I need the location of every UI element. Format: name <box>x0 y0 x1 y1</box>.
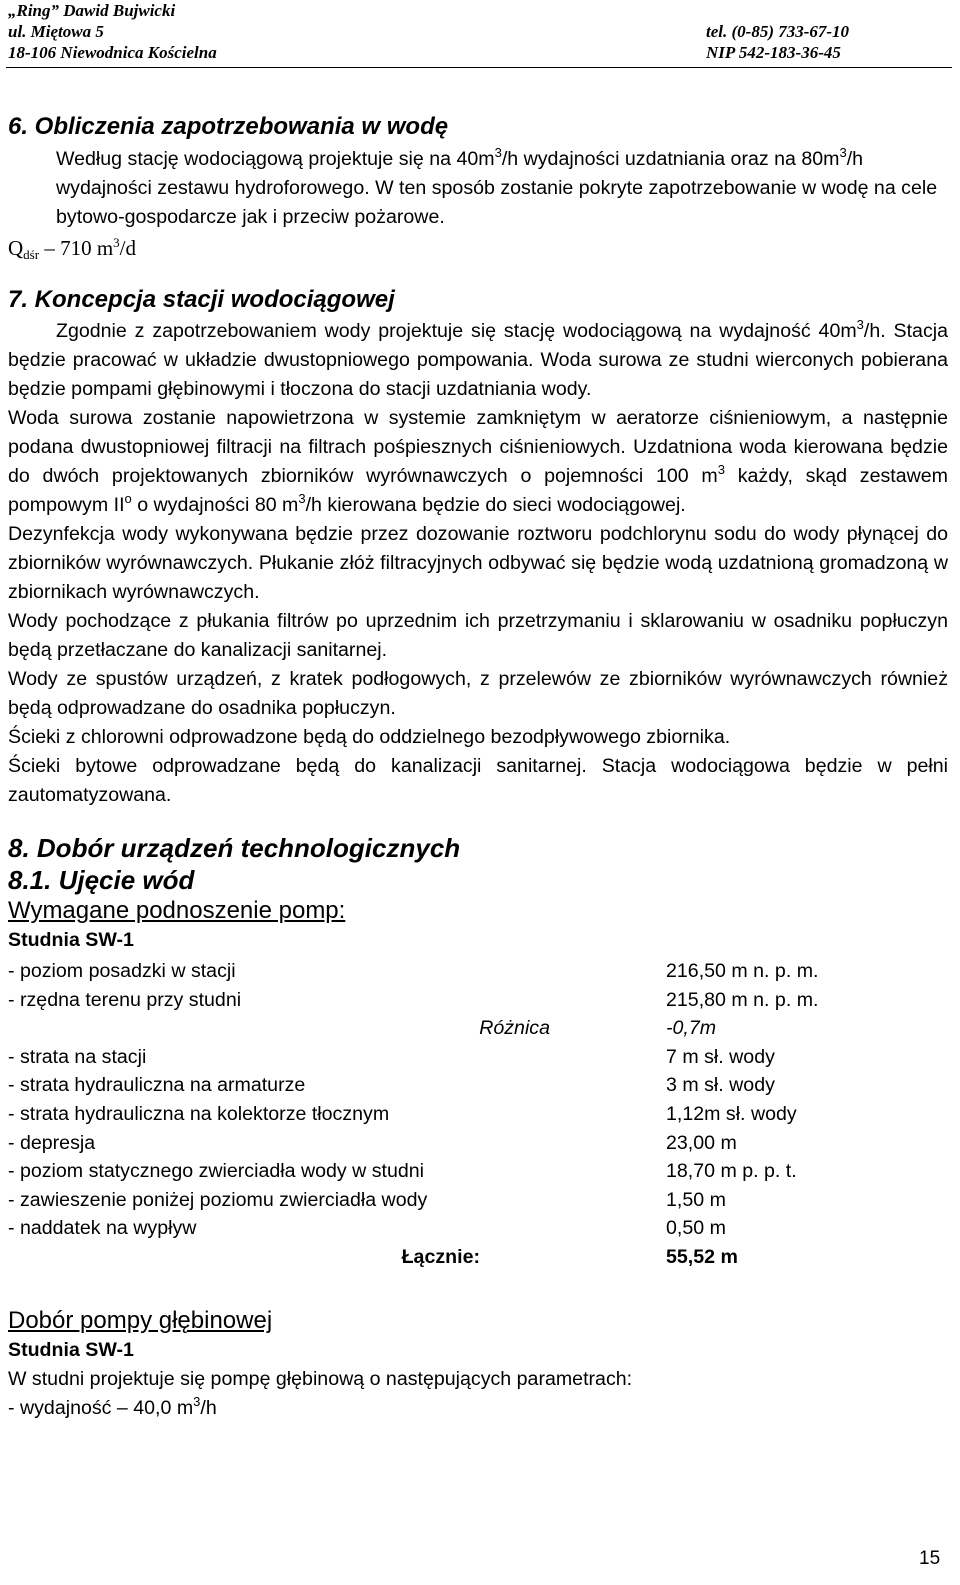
document-body <box>8 112 948 1423</box>
section-6-text-1: Według stację wodociągową projektuje się na 40m <box>56 148 495 170</box>
row-value: 216,50 m n. p. m. <box>666 960 819 982</box>
section-7-intro-text-a: Zgodnie z zapotrzebowaniem wody projektuje się stację wodociągową na wydajność 40m <box>56 320 857 342</box>
pump-capacity-unit: /h <box>200 1396 217 1419</box>
section-6-paragraph <box>8 145 948 232</box>
section-7-treatment-sup-2: o <box>124 491 132 506</box>
header-company: „Ring” Dawid Bujwicki <box>8 1 176 20</box>
row-value: -0,7m <box>666 1017 717 1040</box>
table-row <box>8 1129 948 1158</box>
header-nip: NIP 542-183-36-45 <box>706 43 841 62</box>
row-label: - zawieszenie poniżej poziomu zwierciadła wody <box>8 1188 428 1211</box>
head-calculation-table <box>8 957 948 1272</box>
demand-sup: 3 <box>113 235 120 250</box>
demand-symbol: Q <box>8 236 24 260</box>
row-label: - naddatek na wypływ <box>8 1217 197 1240</box>
section-7-treatment <box>8 404 948 520</box>
section-6-sup-2: 3 <box>839 145 847 160</box>
row-label: - depresja <box>8 1131 96 1154</box>
row-label: - strata hydrauliczna na kolektorze tłocznym <box>8 1102 390 1125</box>
row-value: 1,50 m <box>666 1188 726 1211</box>
row-label: - poziom statycznego zwierciadła wody w studni <box>8 1160 425 1183</box>
table-row <box>8 1014 948 1043</box>
table-row <box>8 1043 948 1072</box>
section-6-title: 6. Obliczenia zapotrzebowania w wodę <box>8 113 449 140</box>
section-7-drains: Wody ze spustów urządzeń, z kratek podłogowych, z przelewów ze zbiorników wyrównawczych również będą odprowadzane do osadnika popłuczyn. <box>8 668 948 719</box>
header-divider <box>6 67 952 68</box>
page-number: 15 <box>919 1548 941 1569</box>
pump-capacity-text: - wydajność – 40,0 m <box>8 1396 194 1419</box>
section-7-disinfection: Dezynfekcja wody wykonywana będzie przez dozowanie roztworu podchlorynu sodu do wody płynącej do zbiorników wyrównawczych. Płukanie złóż filtracyjnych odbywać się będzie wodą uzdatnioną gromadzoną w zbiornikach wyrównawczych. <box>8 523 948 603</box>
section-7-treatment-sup-1: 3 <box>717 462 725 477</box>
demand-formula <box>8 234 948 263</box>
demand-unit: /d <box>119 236 136 260</box>
table-row <box>8 1071 948 1100</box>
row-label: - poziom posadzki w stacji <box>8 960 236 982</box>
row-label: Łącznie: <box>401 1245 480 1268</box>
table-row <box>8 957 948 986</box>
section-7-intro <box>8 317 948 404</box>
section-7-treatment-c: o wydajności 80 m <box>131 494 299 516</box>
header-company-block <box>8 0 217 63</box>
row-label: - strata na stacji <box>8 1045 147 1068</box>
section-7-treatment-a: Woda surowa zostanie napowietrzona w systemie zamkniętym w aeratorze ciśnieniowym, a następnie podana dwustopniowej filtracji na filtrach pośpiesznych ciśnieniowych. Uzdatniona woda kierowana będzie do dwóch projektowanych zbiorników wyrównawczych o pojemności 100 m <box>8 407 948 487</box>
table-row <box>8 1214 948 1243</box>
demand-value: – 710 m <box>39 236 114 260</box>
demand-subscript: dśr <box>23 247 40 262</box>
row-value: 0,50 m <box>666 1217 726 1240</box>
header-street: ul. Miętowa 5 <box>8 22 104 41</box>
header-contact-block <box>706 21 849 63</box>
table-row <box>8 1157 948 1186</box>
section-7-chlorine-sewage: Ścieki z chlorowni odprowadzone będą do oddzielnego bezodpływowego zbiornika. <box>8 726 731 748</box>
pump-selection-heading: Dobór pompy głębinowej <box>8 1306 273 1334</box>
pump-well-label: Studnia SW-1 <box>8 1338 134 1361</box>
section-8-1-title: 8.1. Ujęcie wód <box>8 865 195 895</box>
row-value: 23,00 m <box>666 1131 737 1154</box>
pump-capacity <box>8 1394 948 1423</box>
section-7-domestic-sewage: Ścieki bytowe odprowadzane będą do kanalizacji sanitarnej. Stacja wodociągowa będzie w pełni zautomatyzowana. <box>8 755 948 806</box>
section-7-intro-sup: 3 <box>856 317 864 332</box>
table-row <box>8 1186 948 1215</box>
table-row <box>8 1100 948 1129</box>
section-8-title: 8. Dobór urządzeń technologicznych <box>8 833 461 863</box>
row-value: 7 m sł. wody <box>666 1045 775 1068</box>
section-7-title: 7. Koncepcja stacji wodociągowej <box>8 286 395 313</box>
table-row <box>8 986 948 1015</box>
row-value: 55,52 m <box>666 1245 738 1268</box>
row-value: 1,12m sł. wody <box>666 1102 797 1125</box>
pump-intro: W studni projektuje się pompę głębinową o następujących parametrach: <box>8 1367 633 1390</box>
section-6-sup-1: 3 <box>494 145 502 160</box>
section-6-text-2: /h wydajności uzdatniania oraz na 80m <box>501 148 840 170</box>
section-7-treatment-b: każdy, skąd zestawem pompowym II <box>8 465 948 516</box>
section-7-washwater: Wody pochodzące z płukania filtrów po uprzednim ich przetrzymaniu i sklarowaniu w osadniku popłuczyn będą przetłaczane do kanalizacji sanitarnej. <box>8 610 948 661</box>
row-value: 18,70 m p. p. t. <box>666 1160 797 1183</box>
table-row <box>8 1243 948 1272</box>
header-phone: tel. (0-85) 733-67-10 <box>706 22 850 41</box>
row-label: - strata hydrauliczna na armaturze <box>8 1074 306 1097</box>
row-value: 3 m sł. wody <box>666 1074 775 1097</box>
section-7-treatment-sup-3: 3 <box>298 491 306 506</box>
row-label: Różnica <box>479 1017 550 1040</box>
header-city: 18-106 Niewodnica Kościelna <box>8 43 217 62</box>
section-7-treatment-d: /h kierowana będzie do sieci wodociągowej. <box>305 494 686 516</box>
well-label: Studnia SW-1 <box>8 929 134 951</box>
section-6-text-3: /h wydajności zestawu hydroforowego. W ten sposób zostanie pokryte zapotrzebowanie w wodę na cele bytowo-gospodarcze jak i przeciw pożarowe. <box>56 148 938 228</box>
pump-capacity-sup: 3 <box>193 1393 201 1409</box>
row-value: 215,80 m n. p. m. <box>666 988 819 1011</box>
row-label: - rzędna terenu przy studni <box>8 988 242 1011</box>
section-7-intro-text-b: /h. Stacja będzie pracować w układzie dwustopniowego pompowania. Woda surowa ze studni wierconych pobierana będzie pompami głębinowymi i tłoczona do stacji uzdatniania wody. <box>8 320 949 400</box>
pump-head-heading: Wymagane podnoszenie pomp: <box>8 897 346 924</box>
